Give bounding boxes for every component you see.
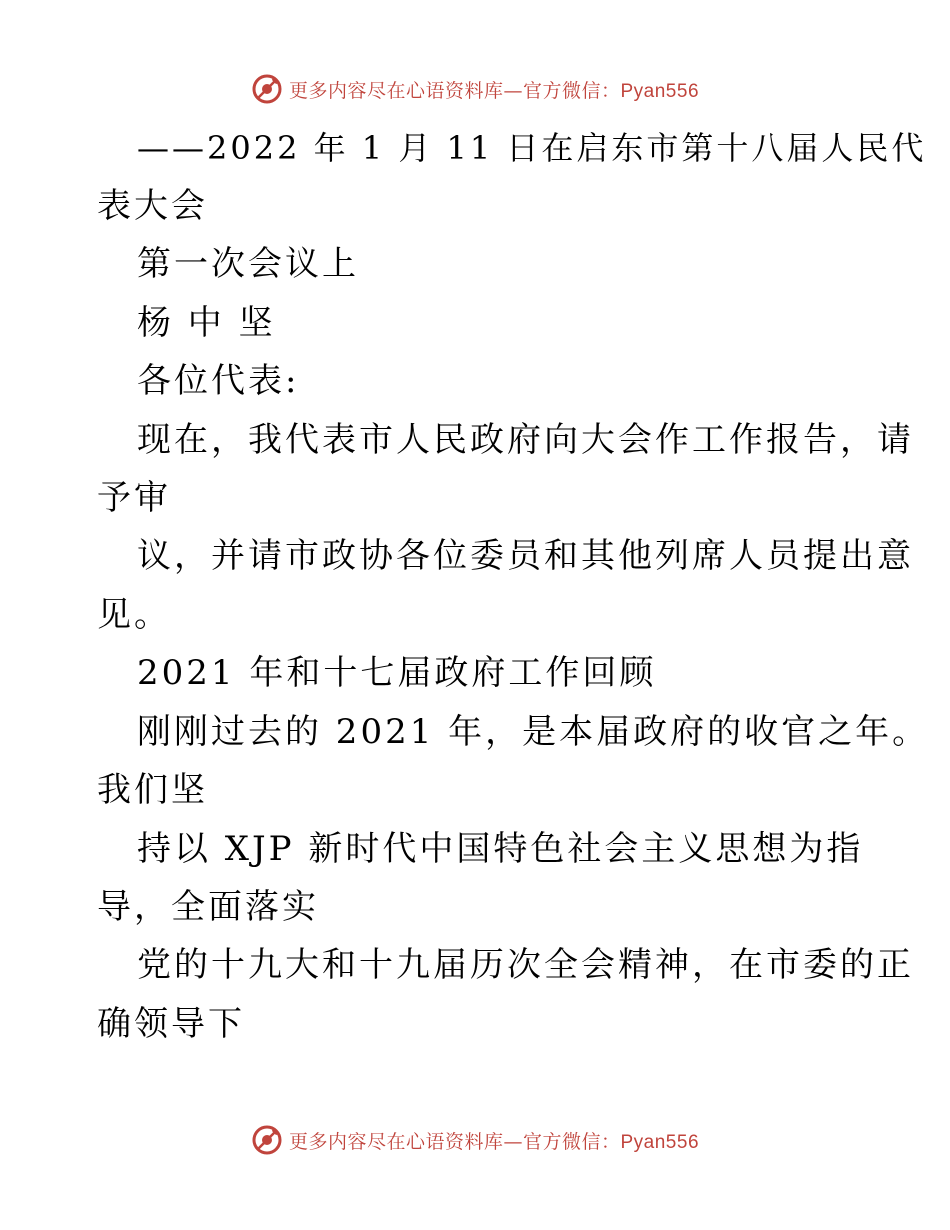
text-line: 第一次会议上: [137, 244, 359, 284]
text-line: 予审: [97, 478, 171, 518]
watermark-text: 更多内容尽在心语资料库—官方微信：Pyan556: [288, 79, 700, 102]
header-watermark: [0, 72, 950, 106]
text-line: 2021 年和十七届政府工作回顾: [137, 653, 657, 693]
text-line: 导，全面落实: [97, 887, 319, 927]
text-line: 各位代表:: [137, 361, 300, 401]
watermark-logo-icon: [251, 73, 283, 105]
text-line: 议，并请市政协各位委员和其他列席人员提出意: [137, 536, 914, 576]
text-line: 确领导下: [97, 1004, 245, 1044]
text-line: 表大会: [97, 186, 208, 226]
text-line: 刚刚过去的 2021 年，是本届政府的收官之年。: [137, 712, 930, 752]
text-line: 党的十九大和十九届历次全会精神，在市委的正: [137, 945, 914, 985]
text-line: 持以 XJP 新时代中国特色社会主义思想为指: [137, 829, 864, 869]
footer-watermark: [0, 1123, 950, 1157]
watermark-logo-icon: [251, 1124, 283, 1156]
text-line: ——2022 年 1 月 11 日在启东市第十八届人民代: [137, 129, 927, 167]
watermark-handle: Pyan556: [620, 1131, 700, 1153]
watermark-text: 更多内容尽在心语资料库—官方微信：Pyan556: [288, 1130, 700, 1153]
text-line: 我们坚: [97, 770, 208, 810]
watermark-handle: Pyan556: [620, 80, 700, 102]
text-line: 现在，我代表市人民政府向大会作工作报告，请: [137, 420, 914, 460]
text-line: 杨 中 坚: [137, 303, 276, 343]
text-line: 见。: [97, 595, 171, 635]
